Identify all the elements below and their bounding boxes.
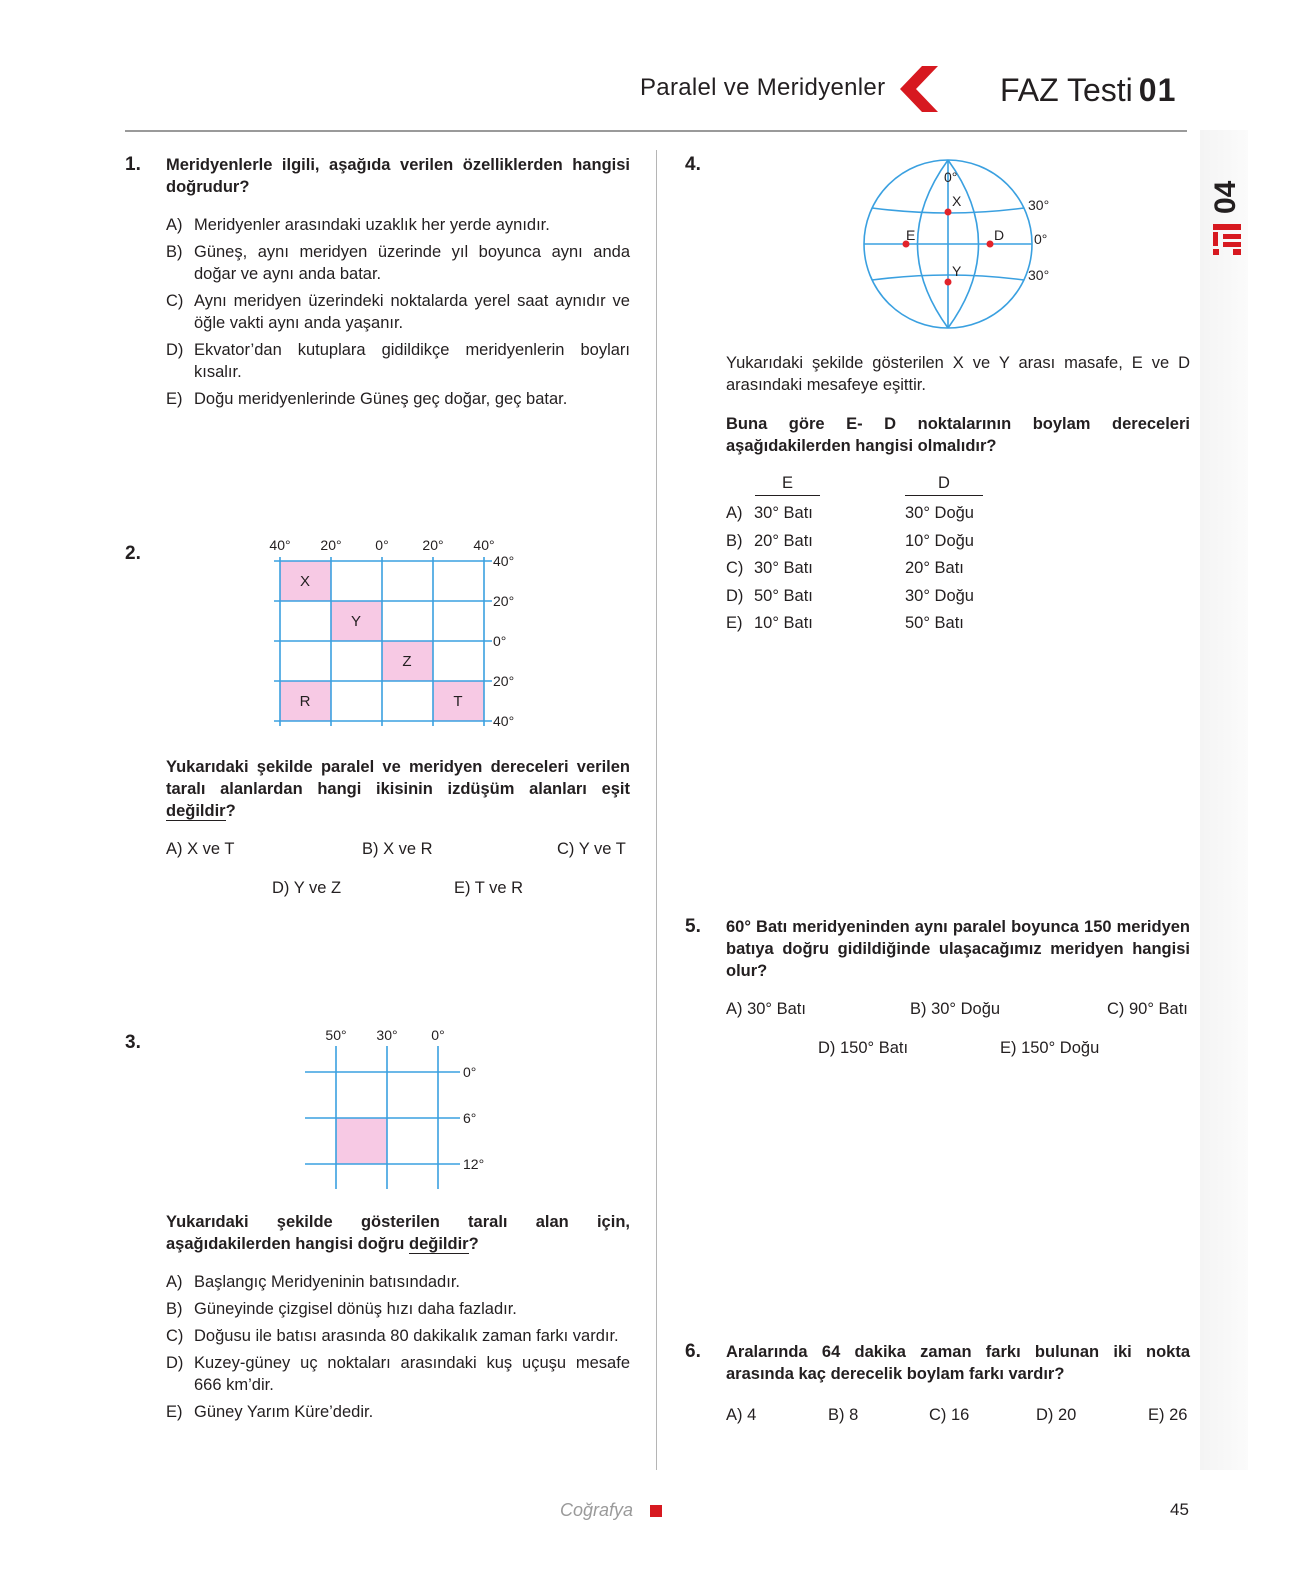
- q2-option-e[interactable]: E) T ve R: [454, 879, 524, 897]
- q4-label-d: D: [994, 227, 1005, 243]
- q2-top-label: 40°: [473, 540, 495, 553]
- q5-stem: 60° Batı meridyeninden aynı paralel boyunca 150 meridyen batıya doğru gidildiğinde ulaşacağımız meridyen hangisi olur?: [726, 918, 1190, 980]
- q3-right-label: 6°: [463, 1110, 477, 1126]
- q1-option-d[interactable]: D) Ekvator’dan kutuplara gidildikçe meridyenlerin boyları kısalır.: [166, 341, 630, 381]
- q2-cell-label: R: [299, 693, 311, 710]
- q3-options: [166, 1271, 630, 1423]
- q2-option-b[interactable]: B) X ve R: [362, 840, 433, 858]
- section-title: Paralel ve Meridyenler: [640, 74, 886, 101]
- q1-option-e[interactable]: E) Doğu meridyenlerinde Güneş geç doğar, geç batar.: [166, 390, 568, 408]
- q2-right-label: 40°: [493, 713, 515, 729]
- q6-option-a[interactable]: A) 4: [726, 1406, 757, 1424]
- q2-right-label: 20°: [493, 593, 515, 609]
- q6-option-d[interactable]: D) 20: [1036, 1406, 1077, 1424]
- chevron-left-icon: [900, 66, 940, 117]
- q6-option-b[interactable]: B) 8: [828, 1406, 859, 1424]
- page-number: 45: [1170, 1500, 1189, 1519]
- q2-right-label: 40°: [493, 553, 515, 569]
- q4-option-c[interactable]: C) 30° Batı 20° Batı: [726, 559, 964, 577]
- q2-top-label: 20°: [422, 540, 444, 553]
- q4-option-b[interactable]: B) 20° Batı 10° Doğu: [726, 531, 974, 550]
- q4-right-label: 0°: [1034, 231, 1048, 247]
- q4-globe-lines: [864, 160, 1032, 328]
- q6-option-e[interactable]: E) 26: [1148, 1406, 1188, 1424]
- q4-header-e: E: [755, 474, 820, 496]
- side-tab: [1205, 150, 1249, 260]
- q3-top-label: 50°: [325, 1030, 347, 1043]
- q4-number: 4.: [685, 154, 701, 175]
- q2-cell-label: X: [299, 573, 311, 590]
- q2-option-a[interactable]: A) X ve T: [166, 840, 235, 858]
- q4-header-d: D: [905, 474, 983, 496]
- footer-square-icon: [650, 1505, 662, 1517]
- q2-grid-figure: [260, 540, 540, 745]
- q1-options: [166, 214, 630, 410]
- q1-option-b[interactable]: B) Güneş, aynı meridyen üzerinde yıl boyunca aynı anda doğar ve aynı anda batar.: [166, 243, 630, 283]
- q2-option-d[interactable]: D) Y ve Z: [272, 879, 342, 897]
- q2-top-label: 20°: [320, 540, 342, 553]
- side-tab-label: 04: [1209, 180, 1242, 214]
- q2-right-label: 0°: [493, 633, 507, 649]
- q3-right-label: 12°: [463, 1156, 485, 1172]
- q2-number: 2.: [125, 543, 141, 564]
- q2-top-label: 40°: [269, 540, 291, 553]
- side-band: [1200, 130, 1248, 1470]
- q2-option-c[interactable]: C) Y ve T: [557, 840, 626, 858]
- q4-right-label: 30°: [1028, 267, 1050, 283]
- test-title-text: FAZ Testi: [1000, 72, 1133, 108]
- q3-right-label: 0°: [463, 1064, 477, 1080]
- q1-option-a[interactable]: A) Meridyenler arasındaki uzaklık her yerde aynıdır.: [166, 216, 550, 234]
- q4-stem: Buna göre E- D noktalarının boylam dereceleri aşağıdakilerden hangisi olmalıdır?: [726, 415, 1190, 455]
- footer-subject: Coğrafya: [560, 1500, 634, 1520]
- q4-label-e: E: [906, 227, 916, 243]
- header-divider: [125, 130, 1187, 132]
- q4-globe-figure: [860, 152, 1080, 342]
- q2-stem: Yukarıdaki şekilde paralel ve meridyen dereceleri verilen taralı alanlardan hangi ikisinin izdüşüm alanları eşit değildir?: [166, 758, 630, 820]
- q4-option-d[interactable]: D) 50° Batı 30° Doğu: [726, 586, 974, 605]
- q5-option-d[interactable]: D) 150° Batı: [818, 1039, 909, 1057]
- q2-cell-label: Y: [350, 613, 362, 630]
- point-x: [945, 209, 952, 216]
- test-number: 01: [1138, 72, 1177, 108]
- q4-option-e[interactable]: E) 10° Batı 50° Batı: [726, 614, 964, 632]
- q2-cell-label: T: [453, 693, 463, 710]
- q6-option-c[interactable]: C) 16: [929, 1406, 970, 1424]
- q3-stem: Yukarıdaki şekilde gösterilen taralı alan için, aşağıdakilerden hangisi doğru değildir?: [166, 1213, 630, 1253]
- q3-option-a[interactable]: A) Başlangıç Meridyeninin batısındadır.: [166, 1273, 460, 1291]
- q4-label-y: Y: [952, 263, 962, 279]
- q4-label-x: X: [952, 193, 962, 209]
- q6-stem: Aralarında 64 dakika zaman farkı bulunan iki nokta arasında kaç derecelik boylam farkı vardır?: [726, 1343, 1190, 1383]
- q4-options: [726, 502, 1026, 640]
- q1-number: 1.: [125, 154, 141, 175]
- q2-right-label: 20°: [493, 673, 515, 689]
- test-title: [1000, 72, 1176, 109]
- q5-option-a[interactable]: A) 30° Batı: [726, 1000, 806, 1018]
- point-y: [945, 279, 952, 286]
- q4-text: Yukarıdaki şekilde gösterilen X ve Y arası masafe, E ve D arasındaki mesafeye eşittir.: [726, 354, 1190, 394]
- q3-number: 3.: [125, 1032, 141, 1053]
- q3-grid-lines: [305, 1046, 460, 1189]
- point-d: [987, 241, 994, 248]
- q4-option-a[interactable]: A) 30° Batı 30° Doğu: [726, 504, 974, 522]
- q3-option-d[interactable]: D) Kuzey-güney uç noktaları arasındaki kuş uçuşu mesafe 666 km’dir.: [166, 1354, 630, 1394]
- q5-option-e[interactable]: E) 150° Doğu: [1000, 1039, 1100, 1057]
- q3-option-c[interactable]: C) Doğusu ile batısı arasında 80 dakikalık zaman farkı vardır.: [166, 1327, 619, 1345]
- q2-cell-label: Z: [402, 653, 412, 670]
- q3-grid-figure: [300, 1030, 500, 1200]
- q6-number: 6.: [685, 1341, 701, 1362]
- q3-top-label: 0°: [431, 1030, 445, 1043]
- faz-logo-icon: [1213, 224, 1241, 255]
- q3-option-b[interactable]: B) Güneyinde çizgisel dönüş hızı daha fazladır.: [166, 1300, 517, 1318]
- q4-right-label: 30°: [1028, 197, 1050, 213]
- q1-option-c[interactable]: C) Aynı meridyen üzerindeki noktalarda yerel saat aynıdır ve öğle vakti aynı anda yaşanır.: [166, 292, 630, 332]
- q2-top-label: 0°: [375, 540, 389, 553]
- q3-shaded-cell: [336, 1118, 387, 1164]
- q5-option-b[interactable]: B) 30° Doğu: [910, 1000, 1001, 1018]
- q5-option-c[interactable]: C) 90° Batı: [1107, 1000, 1188, 1018]
- q4-label-top: 0°: [944, 169, 958, 185]
- q3-option-e[interactable]: E) Güney Yarım Küre’dedir.: [166, 1403, 374, 1421]
- q1-stem: Meridyenlerle ilgili, aşağıda verilen özelliklerden hangisi doğrudur?: [166, 156, 630, 196]
- column-divider: [656, 150, 657, 1470]
- q5-number: 5.: [685, 916, 701, 937]
- q3-top-label: 30°: [376, 1030, 398, 1043]
